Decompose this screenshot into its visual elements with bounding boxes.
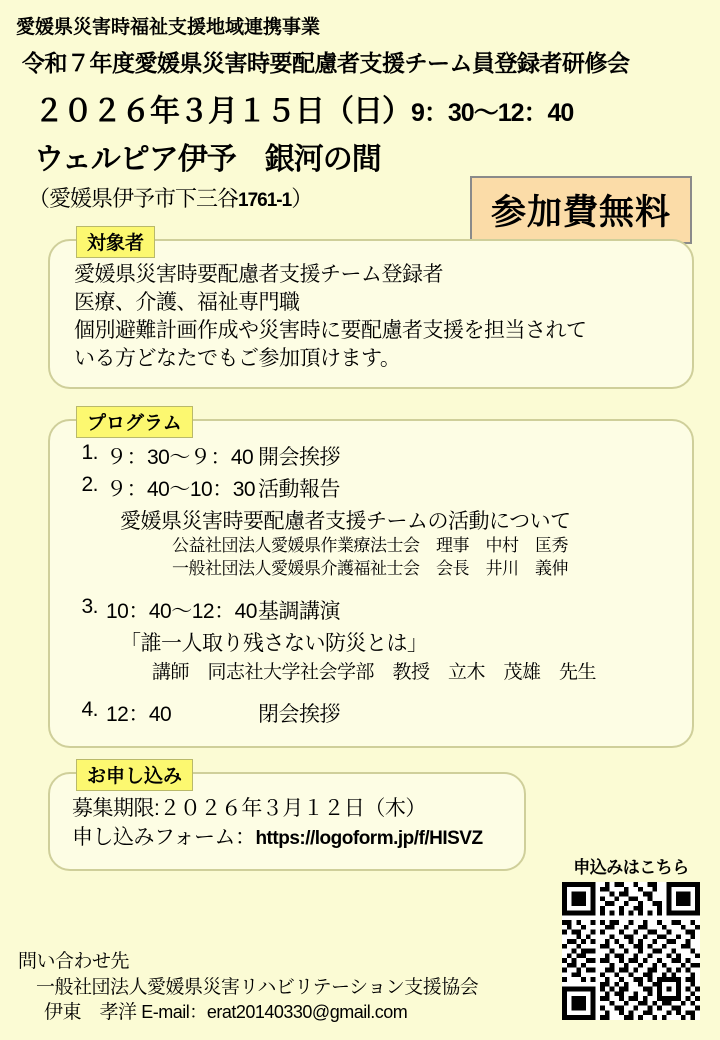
program-item-lecturer: 講師 同志社大学社会学部 教授 立木 茂雄 先生 (152, 661, 597, 683)
program-item-subtitle: 愛媛県災害時要配慮者支援チームの活動について (120, 509, 571, 533)
program-item-subtitle: 「誰一人取り残さない防災とは」 (120, 631, 428, 655)
program-section (48, 412, 694, 748)
address-suffix: ） (291, 186, 313, 211)
program-item-number: 2. (81, 472, 98, 496)
program-item-number: 3. (81, 594, 98, 618)
program-item (64, 473, 678, 503)
contact-person: 伊東 孝洋 (44, 1002, 137, 1024)
program-item-time: 10：40〜12：40 (106, 599, 257, 623)
organization-line: 愛媛県災害時福祉支援地域連携事業 (16, 17, 321, 38)
target-line-1: 愛媛県災害時要配慮者支援チーム登録者 (74, 263, 443, 286)
target-line-4: いる方どなたでもご参加頂けます。 (74, 346, 401, 370)
contact-email[interactable]: erat20140330@gmail.com (206, 1002, 408, 1023)
apply-section-label: お申し込み (76, 759, 193, 791)
fee-badge: 参加費無料 (470, 176, 692, 244)
qr-code-icon[interactable] (562, 882, 700, 1020)
page-title: 令和７年度愛媛県災害時要配慮者支援チーム員登録者研修会 (22, 50, 630, 76)
event-date: ２０２６年３月１５日（日） (34, 95, 411, 128)
target-section (48, 233, 694, 389)
program-item-title: 基調講演 (258, 599, 340, 623)
program-item (64, 595, 678, 625)
event-date-line (34, 86, 706, 130)
target-section-label: 対象者 (76, 226, 155, 258)
program-item (64, 441, 678, 471)
apply-form-line (72, 823, 510, 853)
contact-email-label: E-mail： (141, 1002, 207, 1023)
apply-form-url[interactable]: https://logoform.jp/f/HISVZ (255, 827, 483, 849)
target-line-2: 医療、介護、福祉専門職 (74, 290, 300, 314)
event-venue: ウェルピア伊予 銀河の間 (34, 143, 381, 176)
program-item-title: 開会挨拶 (258, 445, 340, 469)
contact-heading: 問い合わせ先 (18, 951, 130, 973)
program-item-person-1: 公益社団法人愛媛県作業療法士会 理事 中村 匡秀 (172, 535, 568, 555)
program-section-label: プログラム (76, 406, 193, 438)
program-item-person-2: 一般社団法人愛媛県介護福祉士会 会長 井川 義伸 (172, 558, 568, 578)
address-prefix: （愛媛県伊予市下三谷 (28, 186, 239, 211)
program-item-title: 活動報告 (258, 477, 340, 501)
contact-organization: 一般社団法人愛媛県災害リハビリテーション支援協会 (36, 976, 479, 998)
qr-block (556, 853, 706, 1020)
program-item-time: ９：40〜10：30 (106, 477, 256, 501)
program-item (64, 698, 678, 728)
qr-caption: 申込みはこちら (573, 858, 689, 877)
contact-person-line (44, 1000, 478, 1026)
apply-deadline: 募集期限:２０２６年３月１２日（木） (72, 796, 426, 820)
contact-block (18, 949, 478, 1026)
address-number: 1761-1 (238, 190, 292, 211)
program-item-title: 閉会挨拶 (258, 702, 340, 726)
apply-section (48, 765, 526, 871)
program-item-time: ９：30〜９：40 (106, 445, 254, 469)
program-item-number: 4. (81, 697, 98, 721)
event-time: 9：30〜12：40 (411, 99, 574, 127)
program-item-time: 12：40 (106, 702, 172, 726)
target-line-3: 個別避難計画作成や災害時に要配慮者支援を担当されて (74, 318, 587, 342)
apply-form-label: 申し込みフォーム： (72, 825, 256, 849)
program-item-number: 1. (81, 440, 98, 464)
